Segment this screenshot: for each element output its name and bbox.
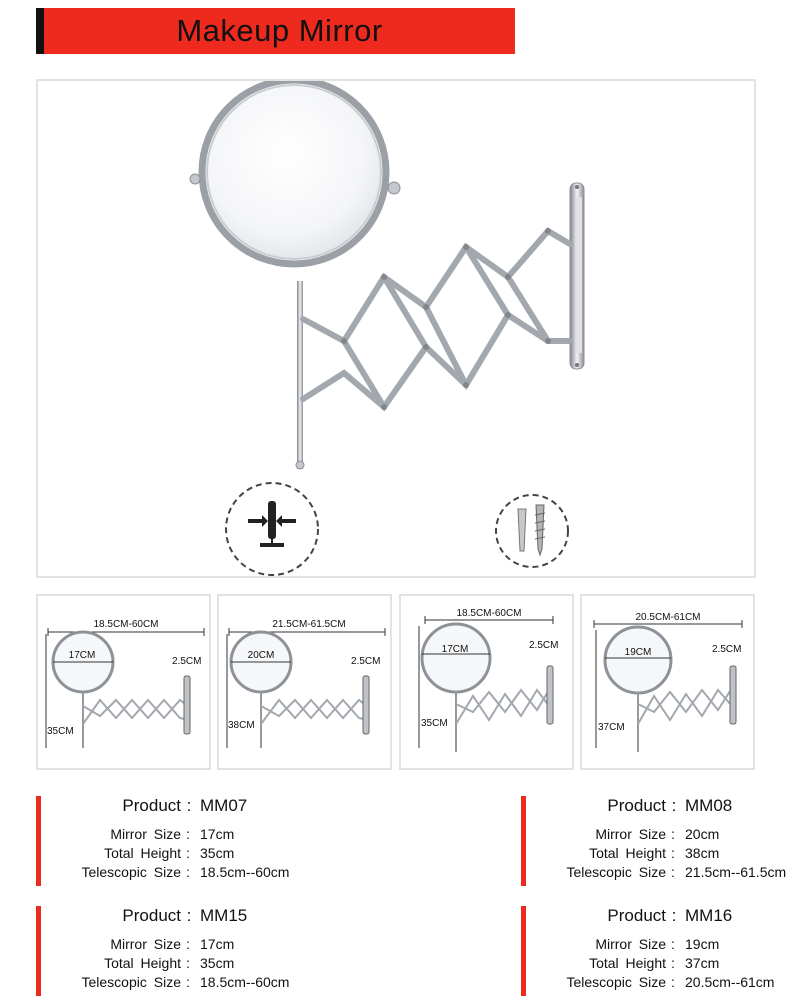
depth-label: 2.5CM [172, 656, 202, 667]
separator: : [671, 826, 675, 842]
title-banner [36, 8, 515, 54]
separator: : [186, 936, 190, 952]
scissor-arm [303, 231, 570, 407]
dimension-diagram-mm15 [399, 594, 574, 770]
product-label: Product [122, 796, 181, 815]
height-label: 37CM [598, 722, 625, 733]
dimension-diagram-mm16 [580, 594, 755, 770]
telescopic-size-label: Telescopic Size [566, 974, 666, 990]
dimension-diagram-mm07 [36, 594, 211, 770]
separator: : [671, 906, 677, 925]
product-label: Product [122, 906, 181, 925]
separator: : [671, 845, 675, 861]
total-height-label: Total Height [589, 955, 666, 971]
separator: : [186, 955, 190, 971]
separator: : [186, 826, 190, 842]
mirror-size-label: Mirror Size [595, 936, 666, 952]
mirror-size-value: 19cm [685, 936, 720, 952]
mirror-size-label: 17CM [441, 644, 469, 655]
mirror-size-value: 17cm [200, 936, 235, 952]
telescopic-size-value: 21.5cm--61.5cm [685, 864, 787, 880]
product-label: Product [607, 796, 666, 815]
width-label: 20.5CM-61CM [635, 612, 701, 623]
width-label: 18.5CM-60CM [456, 608, 522, 619]
mirror-head [190, 81, 400, 264]
clamp-detail-icon [226, 483, 318, 575]
mirror-size-label: 20CM [247, 650, 275, 661]
separator: : [671, 864, 675, 880]
telescopic-size-label: Telescopic Size [81, 864, 181, 880]
separator: : [186, 906, 192, 925]
width-label: 18.5CM-60CM [93, 619, 159, 630]
separator: : [186, 845, 190, 861]
page-title: Makeup Mirror [176, 13, 383, 48]
product-code: MM15 [200, 906, 248, 925]
telescopic-size-value: 18.5cm--60cm [200, 864, 290, 880]
telescopic-size-value: 20.5cm--61cm [685, 974, 775, 990]
depth-label: 2.5CM [712, 644, 742, 655]
separator: : [671, 796, 677, 815]
mirror-size-label: Mirror Size [595, 826, 666, 842]
product-code: MM08 [685, 796, 733, 815]
total-height-label: Total Height [589, 845, 666, 861]
total-height-value: 35cm [200, 955, 235, 971]
telescopic-size-label: Telescopic Size [81, 974, 181, 990]
width-label: 21.5CM-61.5CM [272, 619, 346, 630]
separator: : [671, 974, 675, 990]
product-image [36, 79, 756, 578]
mirror-size-value: 17cm [200, 826, 235, 842]
product-label: Product [607, 906, 666, 925]
total-height-value: 37cm [685, 955, 720, 971]
telescopic-size-value: 18.5cm--60cm [200, 974, 290, 990]
mirror-stem [296, 281, 304, 469]
separator: : [671, 955, 675, 971]
depth-label: 2.5CM [351, 656, 381, 667]
total-height-label: Total Height [104, 955, 181, 971]
separator: : [671, 936, 675, 952]
height-label: 35CM [47, 726, 74, 737]
mirror-size-label: 19CM [624, 647, 652, 658]
separator: : [186, 974, 190, 990]
dimension-diagram-mm08 [217, 594, 392, 770]
product-code: MM07 [200, 796, 248, 815]
telescopic-size-label: Telescopic Size [566, 864, 666, 880]
screws-icon [496, 495, 568, 567]
product-code: MM16 [685, 906, 733, 925]
separator: : [186, 864, 190, 880]
depth-label: 2.5CM [529, 640, 559, 651]
total-height-value: 35cm [200, 845, 235, 861]
mirror-size-value: 20cm [685, 826, 720, 842]
height-label: 38CM [228, 720, 255, 731]
separator: : [186, 796, 192, 815]
mirror-size-label: Mirror Size [110, 826, 181, 842]
mirror-size-label: Mirror Size [110, 936, 181, 952]
height-label: 35CM [421, 718, 448, 729]
mirror-size-label: 17CM [68, 650, 96, 661]
total-height-label: Total Height [104, 845, 181, 861]
total-height-value: 38cm [685, 845, 720, 861]
